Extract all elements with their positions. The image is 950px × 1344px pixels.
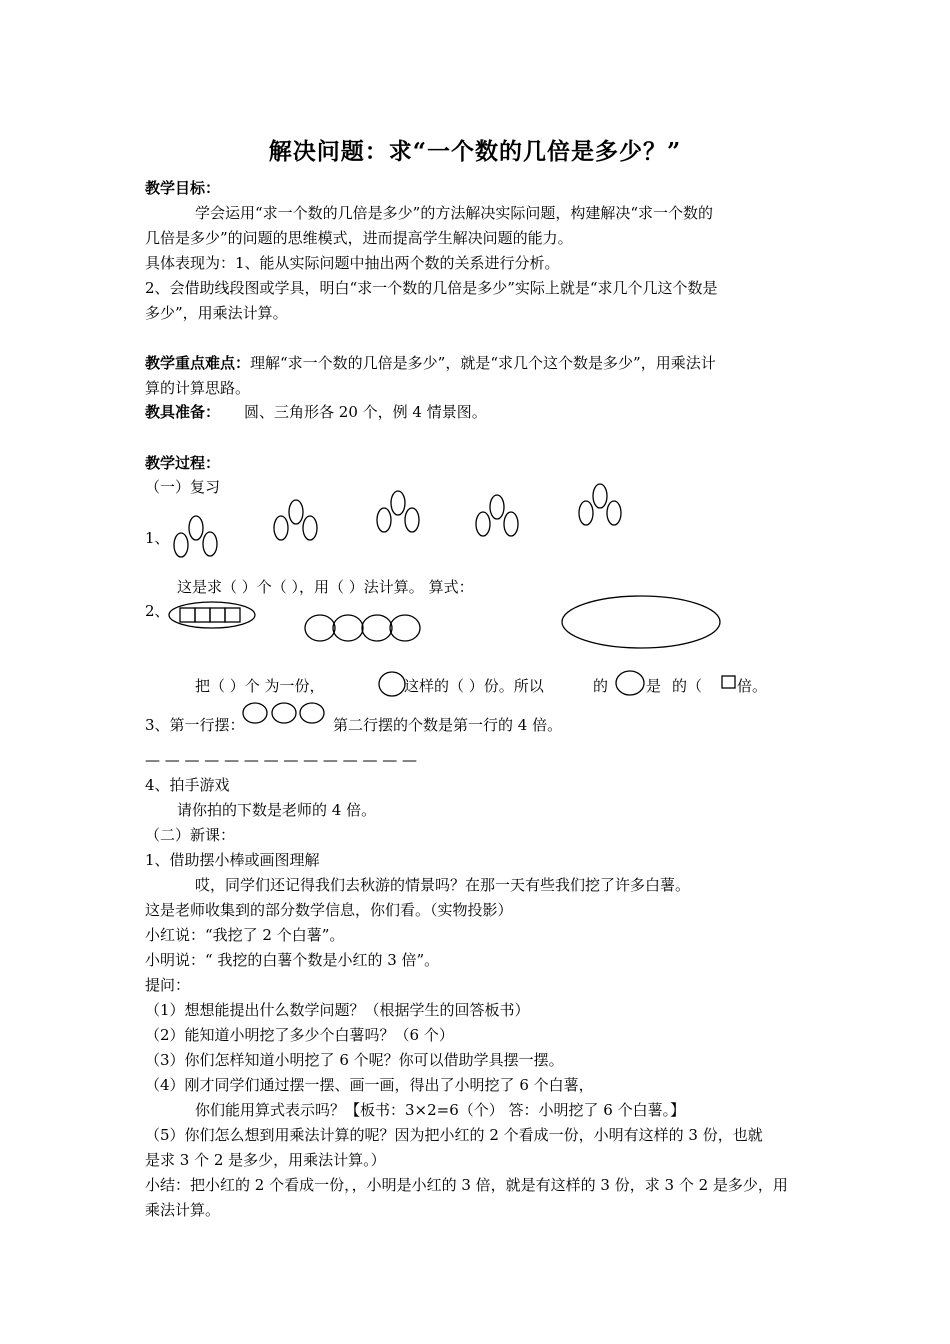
objectives-paragraph-2: 具体表现为：1、能从实际问题中抽出两个数的关系进行分析。 bbox=[145, 254, 560, 272]
page-title: 解决问题：求“一个数的几倍是多少？” bbox=[268, 138, 682, 165]
question-1-number: 1、 bbox=[145, 529, 170, 547]
objectives-heading: 教学目标： bbox=[145, 179, 221, 197]
objectives-paragraph-1a: 学会运用“求一个数的几倍是多少”的方法解决实际问题，构建解决“求一个数的 bbox=[195, 204, 714, 222]
xiaohong-line: 小红说：“我挖了 2 个白薯”。 bbox=[145, 926, 345, 944]
ask-item-4: （4）刚才同学们通过摆一摆、画一画，得出了小明挖了 6 个白薯， bbox=[145, 1076, 594, 1094]
new-lesson-paragraph-2: 这是老师收集到的部分数学信息，你们看。（实物投影） bbox=[145, 901, 513, 919]
question-3-text-a: 3、第一行摆： bbox=[145, 716, 245, 734]
question-2-text-c: 的 bbox=[593, 677, 609, 695]
ask-item-5b: 是求 3 个 2 是多少，用乘法计算。） bbox=[145, 1151, 386, 1169]
keypoints-text-a: 理解“求一个数的几倍是多少”，就是“求几个这个数是多少”，用乘法计 bbox=[250, 354, 716, 372]
ask-item-5a: （5）你们怎么想到用乘法计算的呢？因为把小红的 2 个看成一份，小明有这样的 3 份，也就 bbox=[145, 1126, 763, 1144]
question-4-heading: 4、拍手游戏 bbox=[145, 776, 230, 794]
ask-item-1: （1）想想能提出什么数学问题？（根据学生的回答板书） bbox=[145, 1001, 530, 1019]
new-lesson-paragraph-1: 哎，同学们还记得我们去秋游的情景吗？在那一天有些我们挖了许多白薯。 bbox=[195, 876, 691, 894]
keypoints-line-2: 算的计算思路。 bbox=[145, 379, 251, 397]
new-lesson-heading: （二）新课： bbox=[145, 826, 236, 844]
dash-line: — — — — — — — — — — — — — — bbox=[145, 751, 417, 769]
ask-item-4b: 你们能用算式表示吗？【板书：3×2=6（个） 答：小明挖了 6 个白薯。】 bbox=[195, 1101, 686, 1119]
process-heading: 教学过程： bbox=[145, 454, 221, 472]
question-2-text-e: 的（ bbox=[672, 677, 703, 695]
question-2-text-f: 倍。 bbox=[737, 677, 768, 695]
materials-text: 圆、三角形各 20 个，例 4 情景图。 bbox=[244, 403, 487, 421]
question-2-text-d: 是 bbox=[646, 677, 662, 695]
ask-heading: 提问： bbox=[145, 976, 191, 994]
ask-item-2: （2）能知道小明挖了多少个白薯吗？（6 个） bbox=[145, 1026, 454, 1044]
summary-line-1: 小结：把小红的 2 个看成一份，，小明是小红的 3 倍，就是有这样的 3 份，求 3 个 2 是多少，用 bbox=[145, 1176, 788, 1194]
objectives-paragraph-3a: 2、会借助线段图或学具，明白“求一个数的几倍是多少”实际上就是“求几个几这个数是 bbox=[145, 279, 718, 297]
materials-label: 教具准备： bbox=[145, 403, 221, 421]
review-heading: （一）复习 bbox=[145, 478, 221, 496]
objectives-paragraph-3b: 多少”，用乘法计算。 bbox=[145, 304, 288, 322]
question-4-text: 请你拍的下数是老师的 4 倍。 bbox=[177, 801, 377, 819]
question-2-number: 2、 bbox=[145, 602, 170, 620]
objectives-paragraph-1b: 几倍是多少”的问题的思维模式，进而提高学生解决问题的能力。 bbox=[145, 229, 573, 247]
question-2-text-b: 这样的（ ）份。所以 bbox=[404, 677, 544, 695]
question-1-text: 这是求（ ）个（ ），用（ ）法计算。 算式： bbox=[177, 578, 474, 596]
keypoints-label: 教学重点难点： bbox=[145, 354, 251, 372]
question-3-text-b: 第二行摆的个数是第一行的 4 倍。 bbox=[333, 716, 563, 734]
ask-item-3: （3）你们怎样知道小明挖了 6 个呢？你可以借助学具摆一摆。 bbox=[145, 1051, 564, 1069]
question-2-text-a: 把（ ）个 为一份， bbox=[195, 677, 325, 695]
summary-line-2: 乘法计算。 bbox=[145, 1201, 221, 1219]
new-lesson-item-1: 1、借助摆小棒或画图理解 bbox=[145, 851, 320, 869]
xiaoming-line: 小明说：“ 我挖的白薯个数是小红的 3 倍”。 bbox=[145, 951, 440, 969]
